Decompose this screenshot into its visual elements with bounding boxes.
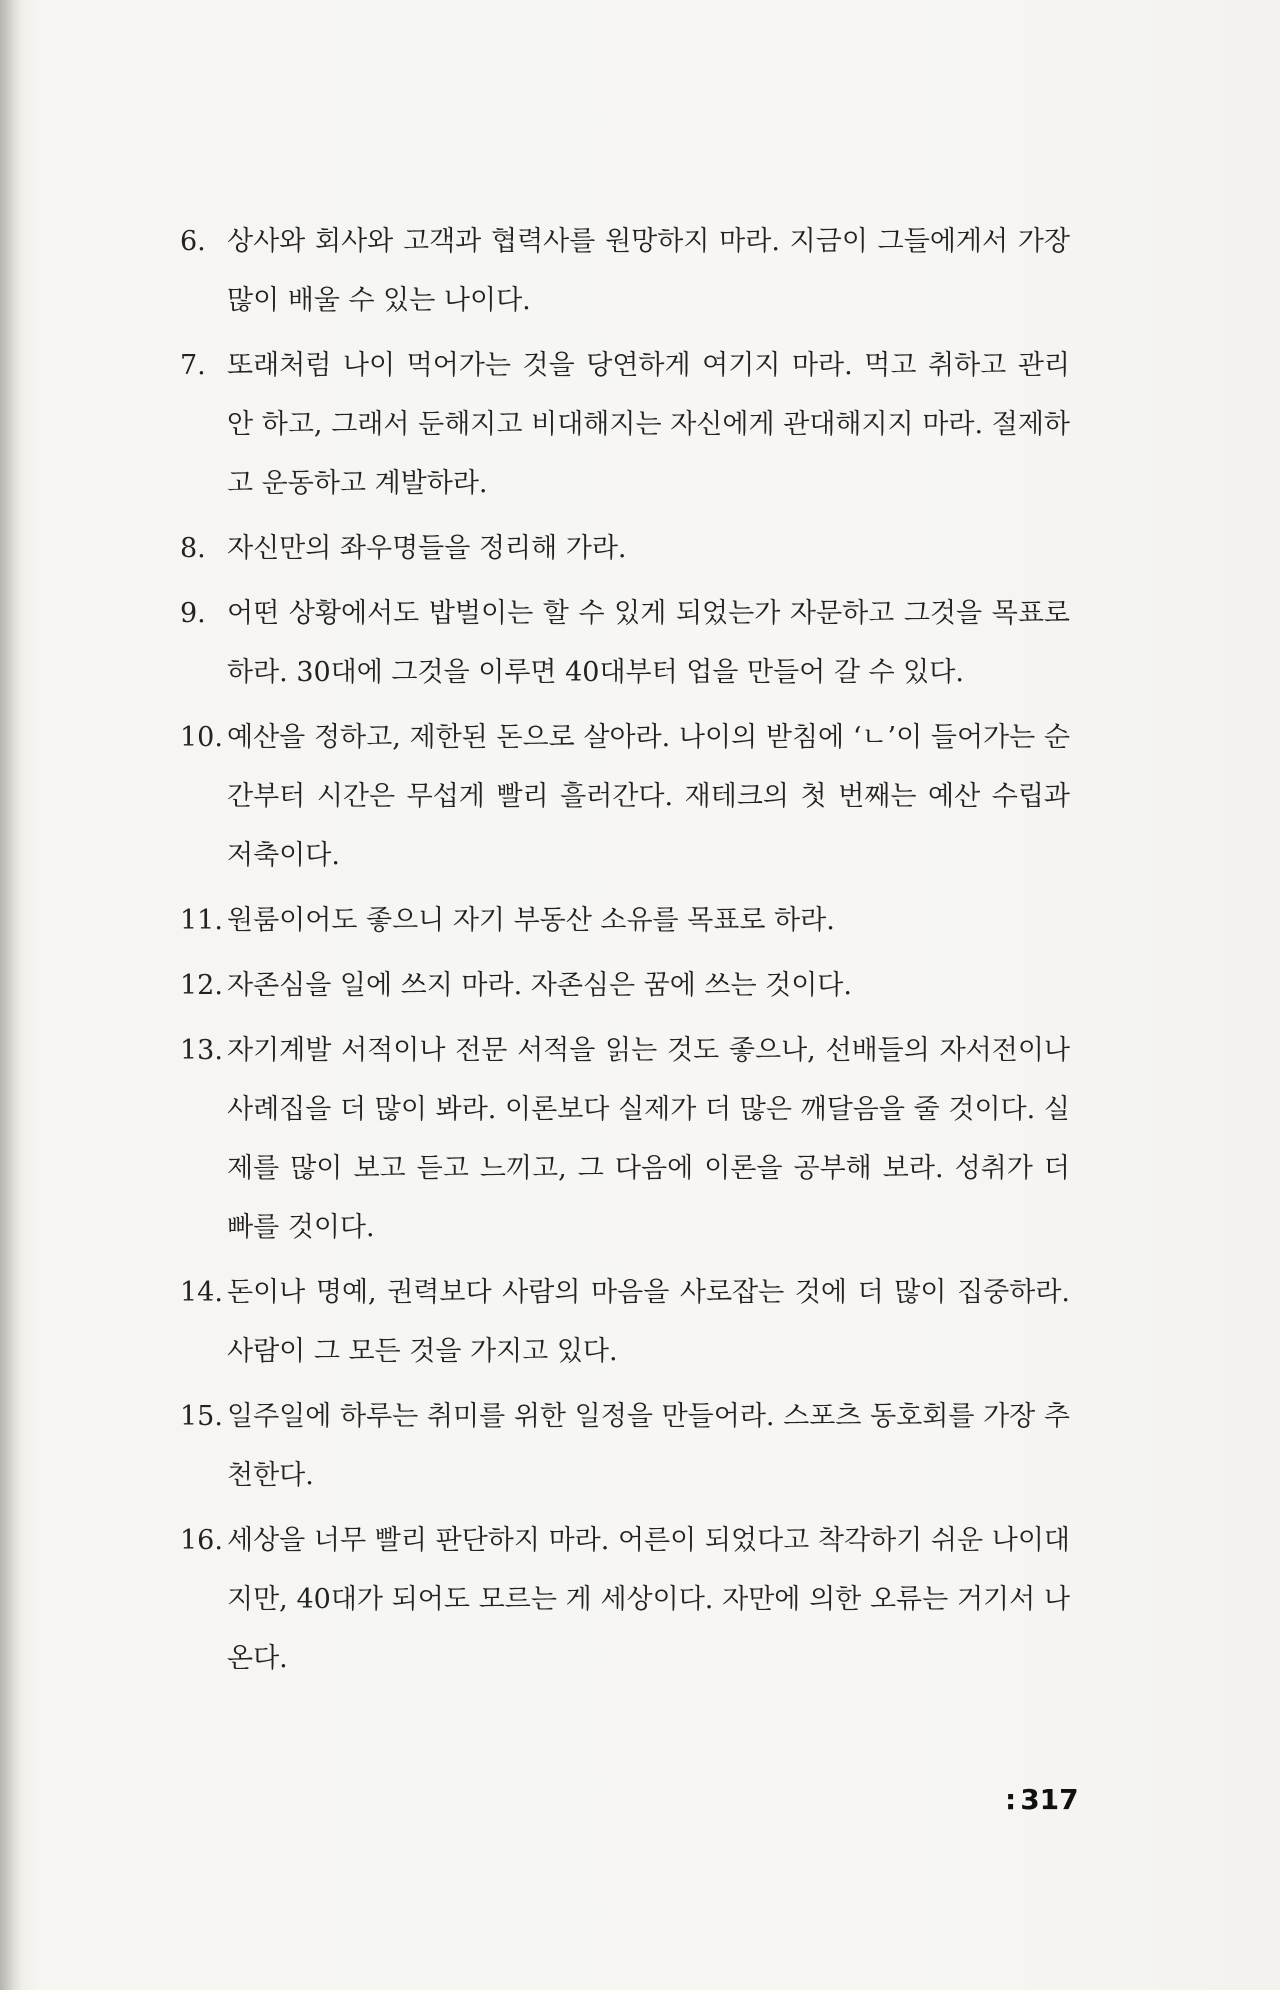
item-text: 자존심을 일에 쓰지 마라. 자존심은 꿈에 쓰는 것이다.	[227, 970, 852, 1001]
list-item-16	[180, 1511, 1070, 1688]
item-text: 돈이나 명예, 권력보다 사람의 마음을 사로잡는 것에 더 많이 집중하라. 사람이 그 모든 것을 가지고 있다.	[227, 1277, 1070, 1367]
item-number: 12.	[180, 970, 223, 1001]
item-text: 일주일에 하루는 취미를 위한 일정을 만들어라. 스포츠 동호회를 가장 추천한다.	[227, 1401, 1070, 1491]
list-item-7	[180, 336, 1070, 513]
item-number: 14.	[180, 1277, 223, 1308]
spine-shadow	[0, 0, 22, 1990]
list-item-15	[180, 1387, 1070, 1505]
item-number: 10.	[180, 722, 223, 753]
list-item-10	[180, 708, 1070, 885]
item-text: 상사와 회사와 고객과 협력사를 원망하지 마라. 지금이 그들에게서 가장 많이 배울 수 있는 나이다.	[227, 226, 1070, 316]
numbered-list	[180, 212, 1070, 1694]
item-text: 또래처럼 나이 먹어가는 것을 당연하게 여기지 마라. 먹고 취하고 관리 안 하고, 그래서 둔해지고 비대해지는 자신에게 관대해지지 마라. 절제하고 운동하고 계발하라.	[227, 350, 1070, 499]
item-number: 6.	[180, 226, 206, 257]
item-number: 13.	[180, 1035, 223, 1066]
item-number: 9.	[180, 598, 206, 629]
item-text: 예산을 정하고, 제한된 돈으로 살아라. 나이의 받침에 ‘ㄴ’이 들어가는 순간부터 시간은 무섭게 빨리 흘러간다. 재테크의 첫 번째는 예산 수립과 저축이다.	[227, 722, 1070, 871]
page-number-value: 317	[1020, 1783, 1079, 1816]
item-number: 11.	[180, 905, 223, 936]
list-item-14	[180, 1263, 1070, 1381]
item-text: 원룸이어도 좋으니 자기 부동산 소유를 목표로 하라.	[227, 905, 835, 936]
page-number-mark: :	[1005, 1783, 1017, 1816]
list-item-12	[180, 956, 1070, 1015]
item-text: 자신만의 좌우명들을 정리해 가라.	[227, 533, 627, 564]
list-item-9	[180, 584, 1070, 702]
list-item-6	[180, 212, 1070, 330]
page-number	[1005, 1783, 1079, 1816]
item-number: 15.	[180, 1401, 223, 1432]
item-number: 7.	[180, 350, 206, 381]
item-number: 8.	[180, 533, 206, 564]
item-text: 세상을 너무 빨리 판단하지 마라. 어른이 되었다고 착각하기 쉬운 나이대지만, 40대가 되어도 모르는 게 세상이다. 자만에 의한 오류는 거기서 나온다.	[227, 1525, 1070, 1674]
item-number: 16.	[180, 1525, 223, 1556]
item-text: 자기계발 서적이나 전문 서적을 읽는 것도 좋으나, 선배들의 자서전이나 사례집을 더 많이 봐라. 이론보다 실제가 더 많은 깨달음을 줄 것이다. 실제를 많이 보고 듣고 느끼고, 그 다음에 이론을 공부해 보라. 성취가 더 빠를 것이다.	[227, 1035, 1070, 1243]
item-text: 어떤 상황에서도 밥벌이는 할 수 있게 되었는가 자문하고 그것을 목표로 하라. 30대에 그것을 이루면 40대부터 업을 만들어 갈 수 있다.	[227, 598, 1070, 688]
list-item-11	[180, 891, 1070, 950]
list-item-13	[180, 1021, 1070, 1257]
list-item-8	[180, 519, 1070, 578]
